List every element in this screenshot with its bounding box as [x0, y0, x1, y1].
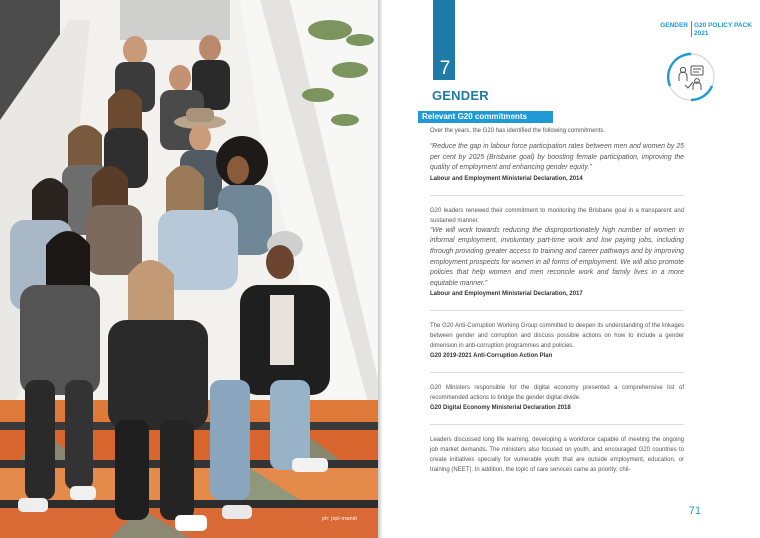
source-4: G20 Digital Economy Ministerial Declaration 2018	[430, 405, 571, 412]
cover-photo	[0, 0, 378, 538]
header-divider	[691, 21, 692, 37]
lead-4: G20 Ministers responsible for the digital economy presented a comprehensive list of recommended actions to bridge the gender digital divide.	[430, 385, 684, 402]
section-label: Relevant G20 commitments	[418, 111, 553, 123]
source-3: G20 2019-2021 Anti-Corruption Action Plan	[430, 353, 553, 360]
source-2: Labour and Employment Ministerial Declaration, 2017	[430, 291, 583, 298]
gender-equality-icon	[666, 52, 716, 102]
page-content	[430, 126, 684, 475]
chapter-title: GENDER	[432, 88, 489, 103]
divider	[430, 195, 684, 196]
publication-title: G20 POLICY PACK	[694, 22, 752, 29]
running-header-section: GENDER	[660, 22, 688, 29]
divider	[430, 424, 684, 425]
chapter-number: 7	[439, 58, 451, 79]
publication-year: 2021	[694, 30, 709, 37]
group-of-women-on-stairs-illustration	[0, 0, 378, 538]
page-number: 71	[688, 505, 701, 517]
divider	[430, 310, 684, 311]
quote-1: “Reduce the gap in labour force participation rates between men and women by 25 per cent by 2025 (Brisbane goal) by boosting female participation, improving the quality of employment and enhancing gender equity.”	[430, 143, 684, 172]
intro-paragraph: Over the years, the G20 has identified the following commitments.	[430, 128, 606, 134]
document-page	[382, 0, 760, 538]
running-header-publication	[694, 22, 754, 38]
lead-2: G20 leaders renewed their commitment to monitoring the Brisbane goal in a transparent and sustained manner.	[430, 207, 684, 224]
lead-3: The G20 Anti-Corruption Working Group committed to deepen its understanding of the linkages between gender and corruption and discuss possible actions on how to include a gender dimension in anti-corruption programmes and policies.	[430, 323, 684, 350]
divider	[430, 372, 684, 373]
lead-5: Leaders discussed long life learning, developing a workforce capable of meeting the ongoing job market demands. The ministers also focused on youth, and encouraged G20 countries to create initiatives specially for vulnerable youth that are outside employment, education, or training (NEET). In addition, the topic of care services came as priority; chil-	[430, 437, 684, 474]
source-1: Labour and Employment Ministerial Declaration, 2014	[430, 175, 583, 182]
photo-credit: ph: jopl-mwndi	[322, 516, 358, 522]
quote-2: “We will work towards reducing the disproportionately high number of women in informal employment, involuntary part-time work and low paying jobs, including through providing greater access to training and career pathways and by improving employment prospects for women in all forms of employment. We will also promote policies that help women and men reconcile work and family lives in a more equitable manner.”	[430, 226, 684, 287]
